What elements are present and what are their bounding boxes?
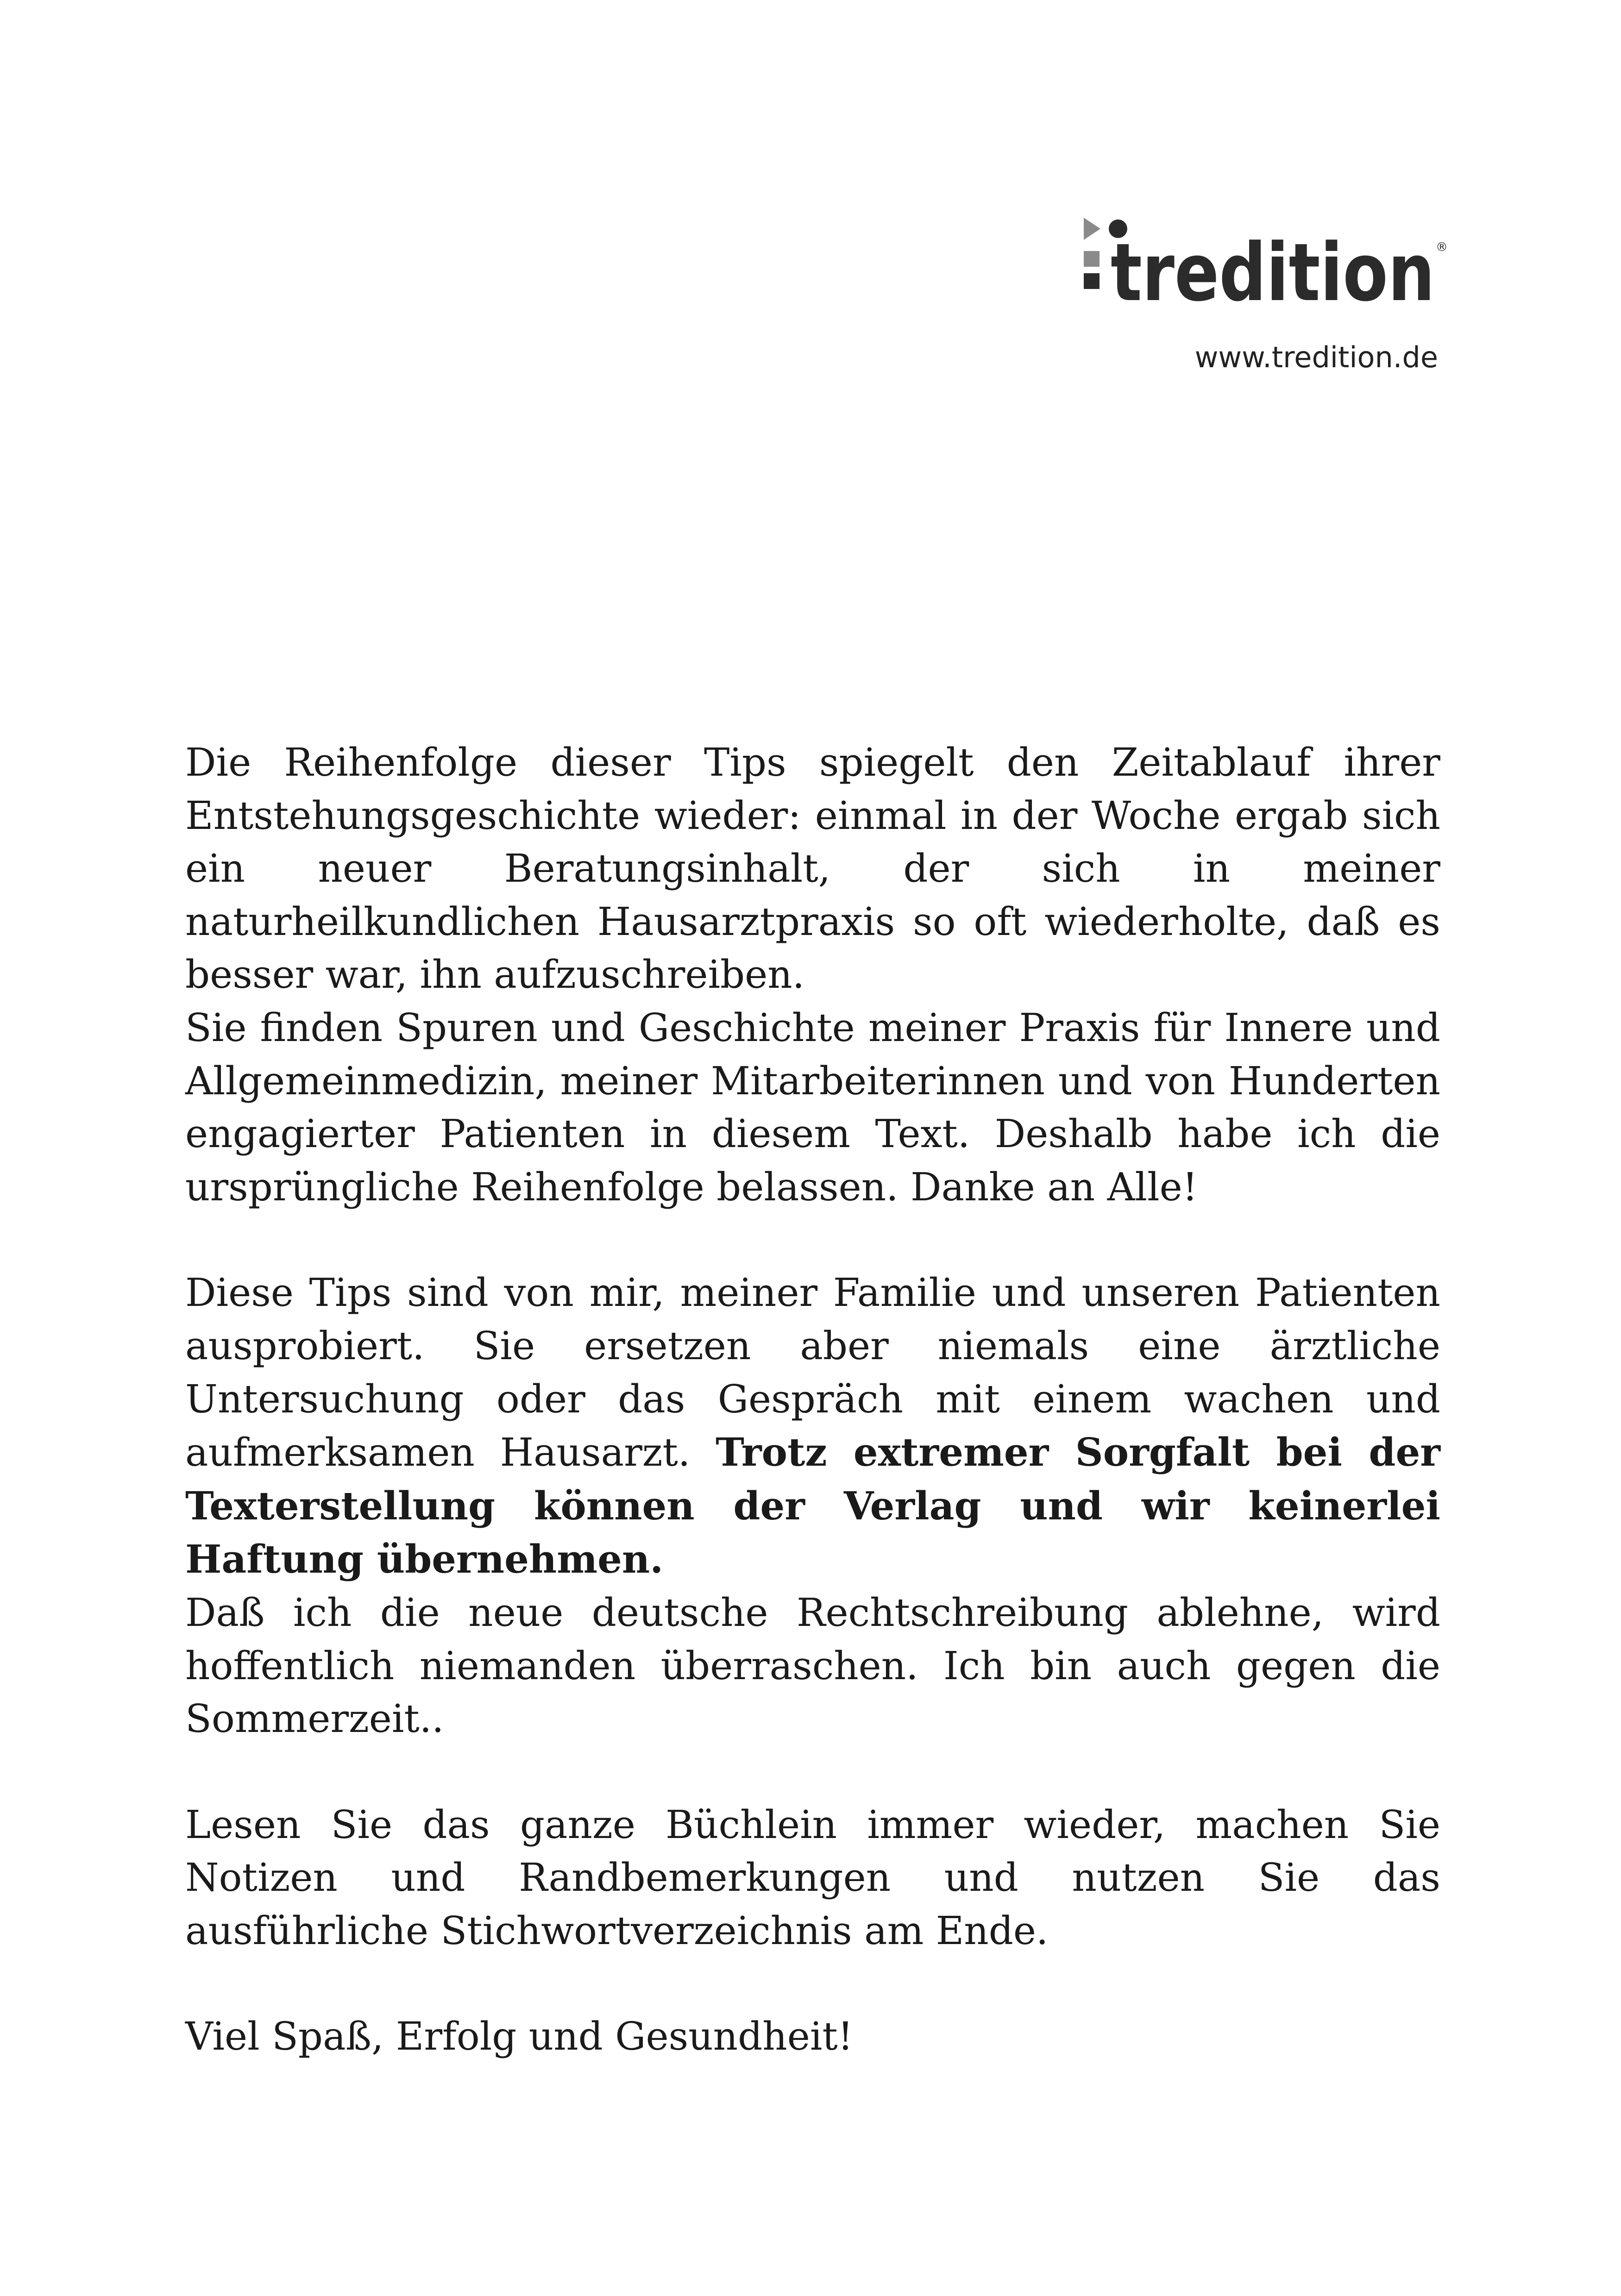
logo-square-grey — [1084, 251, 1100, 267]
disclaimer-text: Diese Tips sind von mir, meiner Familie und unseren Patienten ausprobiert. Sie ersetzen aber niemals eine ärztliche Untersuchung oder das Gespräch mit einem wachen und aufmerksamen Hausarzt. — [185, 1270, 1440, 1475]
paragraph-traces: Sie finden Spuren und Geschichte meiner Praxis für Innere und Allgemeinmedizin, meiner Mitarbeiterinnen und von Hunderten engagierter Patienten in diesem Text. Deshalb habe ich die ursprüngliche Reihenfolge belassen. Danke an Alle! — [185, 1005, 1440, 1210]
logo-triangle — [1084, 218, 1100, 240]
logo-square-dark — [1084, 273, 1100, 289]
tredition-logo — [1079, 208, 1450, 320]
paragraph-origin: Die Reihenfolge dieser Tips spiegelt den Zeitablauf ihrer Entstehungsgeschichte wieder: einmal in der Woche ergab sich ein neuer Beratungsinhalt, der sich in meiner naturheilkundlichen Hausarztpraxis so oft wiederholte, daß es besser war, ihn aufzuschreiben. — [185, 740, 1440, 997]
publisher-url[interactable]: www.tredition.de — [1194, 340, 1438, 374]
disclaimer-bold: Trotz extremer Sorgfalt bei der Texterstellung können der Verlag und wir keinerlei Haftung übernehmen. — [185, 1430, 1440, 1582]
paragraph-disclaimer — [185, 1267, 1440, 1587]
registered-mark: ® — [1436, 240, 1448, 254]
paragraph-reading-advice: Lesen Sie das ganze Büchlein immer wieder, machen Sie Notizen und Randbemerkungen und nutzen Sie das ausführliche Stichwortverzeichnis am Ende. — [185, 1802, 1440, 1953]
logo-wordmark: tredition — [1111, 226, 1435, 319]
paragraph-closing: Viel Spaß, Erfolg und Gesundheit! — [185, 2014, 854, 2059]
preface-text — [185, 736, 1440, 2116]
paragraph-spelling: Daß ich die neue deutsche Rechtschreibung ablehne, wird hoffentlich niemanden überraschen. Ich bin auch gegen die Sommerzeit.. — [185, 1590, 1440, 1742]
